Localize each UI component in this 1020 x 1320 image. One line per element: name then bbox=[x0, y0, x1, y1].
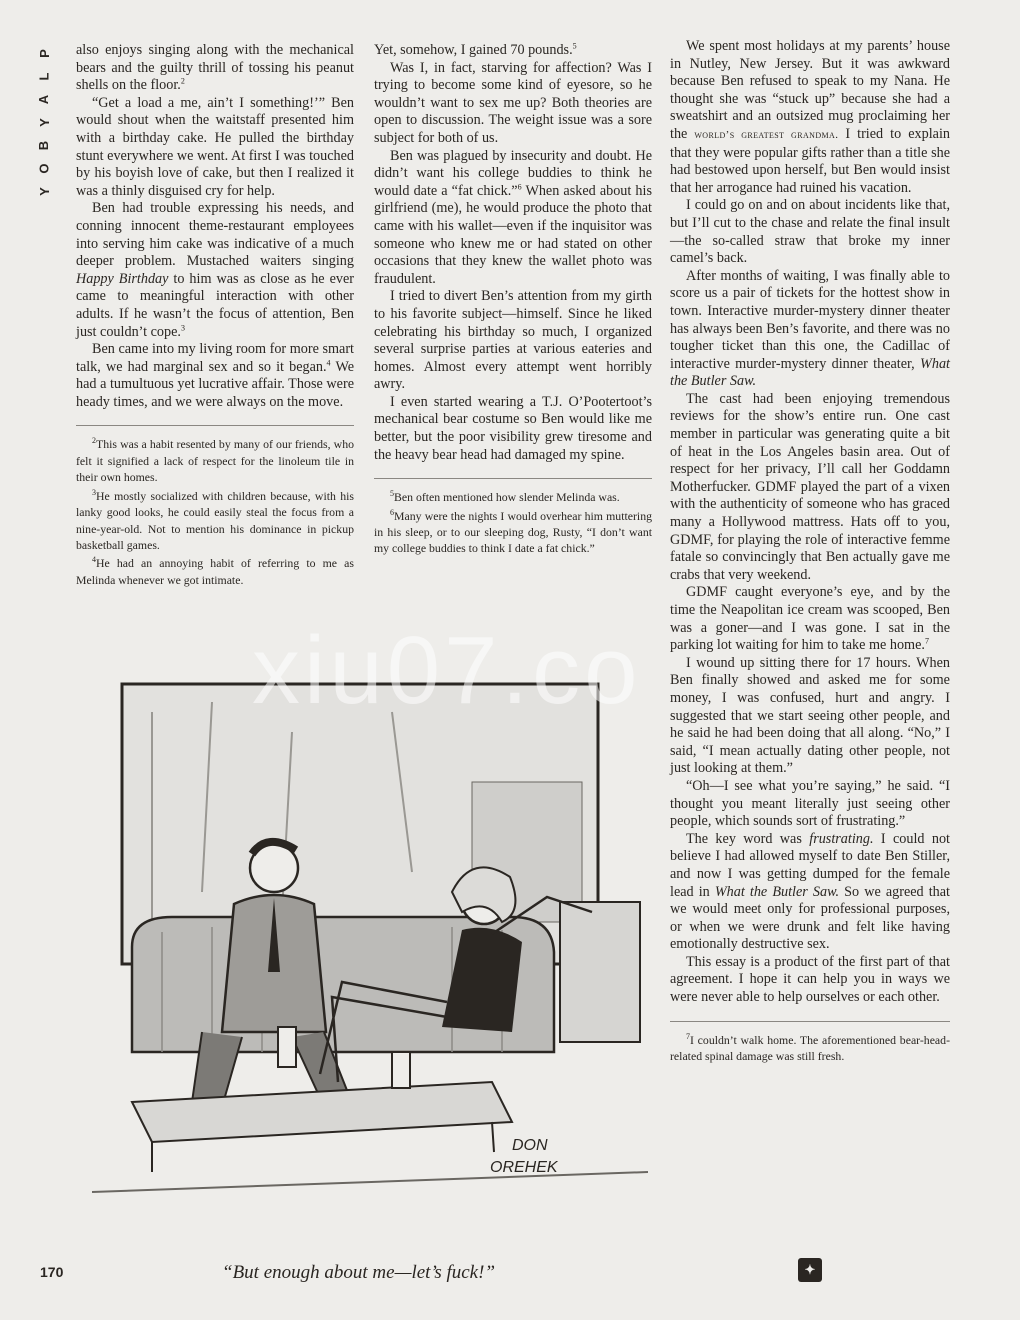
sidebar-letter: B bbox=[36, 140, 52, 151]
paragraph: Ben had trouble expressing his needs, and conning innocent theme-restaurant employees into serving him cake was indicative of a much deeper problem. Mustached waiters singing Happy Birthday to him was as close as he ever came to meaningful interaction with other adults. If he wasn’t the focus of attention, Ben just couldn’t cope.$^3$ bbox=[76, 200, 354, 340]
coffee-table bbox=[132, 1082, 512, 1142]
footnotes bbox=[374, 489, 652, 557]
floor-line bbox=[92, 1172, 648, 1192]
paragraph: After months of waiting, I was finally able to score us a pair of tickets for the hottest show in town. Interactive murder-mystery dinner theater has always been Ben’s favorite, and there was no tougher ticket than this one, the Cadillac of interactive murder-mystery dinner theater, What the Butler Saw. bbox=[670, 267, 950, 390]
paragraph: GDMF caught everyone’s eye, and by the time the Neapolitan ice cream was scooped, Ben was a goner—and I was gone. I sat in the parking lot waiting for him to take me home.$^7$ bbox=[670, 584, 950, 654]
bunny-logo-icon: ✦ bbox=[798, 1258, 822, 1282]
footnote: $^6$Many were the nights I would overhear him muttering in his sleep, or to our sleeping dog, Rusty, “I don’t want my college buddies to think I date a fat chick.” bbox=[374, 507, 652, 556]
footnote: $^7$I couldn’t walk home. The aforementioned bear-head-related spinal damage was still fresh. bbox=[670, 1031, 950, 1064]
glass-drink bbox=[278, 1027, 296, 1067]
cartoon-caption: “But enough about me—let’s fuck!” bbox=[222, 1262, 496, 1283]
paragraph: Ben came into my living room for more smart talk, we had marginal sex and so it began.$^4$ We had a tumultuous yet lucrative affair. Those were heady times, and we were always on the move. bbox=[76, 341, 354, 410]
footnotes bbox=[670, 1032, 950, 1065]
glass-drink bbox=[392, 1052, 410, 1088]
sidebar-letter: L bbox=[36, 72, 52, 81]
paragraph: The key word was frustrating. I could not believe I had allowed myself to date Ben Stiller, and now I was getting dumped for the female lead in What the Butler Saw. So we agreed that we would meet only for professional purposes, or when we were drunk and felt like having emotionally destructive sex. bbox=[670, 830, 951, 953]
watermark-text: xiu07.co bbox=[252, 617, 642, 724]
paragraph: The cast had been enjoying tremendous reviews for the show’s entire run. One cast member in particular was generating quite a bit of heat in the Los Angeles basin area. Out of respect for her privacy, I’ll call her Goddamn Motherfucker. GDMF played the part of a vixen with the authenticity of someone who has graced many a Hollywood mattress. Hats off to you, GDMF, for playing the role of interactive femme fatale so convincingly that Ben actually gave me crabs that very weekend. bbox=[670, 390, 950, 583]
artist-signature-line1: DON bbox=[512, 1137, 548, 1154]
sidebar-letter: O bbox=[36, 163, 52, 174]
paragraph: Was I, in fact, starving for affection? Was I trying to become some kind of eyesore, so he wouldn’t want to sex me up? Both theories are open to discussion. The weight issue was a sore subject for both of us. bbox=[374, 59, 652, 146]
artist-signature-line2: OREHEK bbox=[490, 1159, 558, 1176]
sidebar-letter: Y bbox=[36, 118, 52, 127]
cartoon-illustration bbox=[92, 672, 648, 1230]
footnote-divider bbox=[76, 425, 354, 426]
footnote: $^5$Ben often mentioned how slender Melinda was. bbox=[390, 489, 620, 505]
text-column-1 bbox=[76, 42, 354, 590]
paragraph: Ben was plagued by insecurity and doubt. He didn’t want his college buddies to think he would date a “fat chick.”$^6$ When asked about his girlfriend (me), he would produce the photo that came with his wallet—even if the inquisitor was someone who knew me or had stated on other occasions that they knew the wallet photo was fraudulent. bbox=[374, 147, 652, 287]
footnote: $^4$He had an annoying habit of referring to me as Melinda whenever we got intimate. bbox=[76, 555, 354, 587]
paragraph: Yet, somehow, I gained 70 pounds.$^5$ bbox=[374, 41, 577, 58]
paragraph: We spent most holidays at my parents’ house in Nutley, New Jersey. But it was awkward because Ben refused to speak to my Nana. He thought she was “stuck up” because she had a sweatshirt and an outsized mug proclaiming her the world’s greatest grandma. I tried to explain that they were popular gifts rather than a title she had bestowed upon herself, but Ben would insist that her arrogance had ruined his vacation. bbox=[670, 38, 950, 196]
footnote-divider bbox=[374, 478, 652, 479]
text-column-3 bbox=[670, 38, 950, 1066]
footnote: $^2$This was a habit resented by many of our friends, who felt it signified a lack of respect for the linoleum tile in their own homes. bbox=[76, 436, 354, 485]
paragraph: I wound up sitting there for 17 hours. When Ben finally showed and asked me for some money, I was confused, hurt and angry. I suggested that we start seeing other people, and he said he had been doing that all along. “No,” I said, “I mean actually dating other people, not just looking at them.” bbox=[670, 654, 950, 777]
page-number: 170 bbox=[40, 1264, 64, 1280]
footnote-divider bbox=[670, 1021, 950, 1022]
paragraph: This essay is a product of the first part of that agreement. I hope it can help you in ways we were never able to help ourselves or each other. bbox=[670, 953, 950, 1006]
sidebar-letter: A bbox=[36, 94, 52, 105]
magazine-sidebar-logo bbox=[34, 44, 54, 205]
paragraph: also enjoys singing along with the mechanical bears and the guilty thrill of tossing his peanut shells on the floor.$^2$ bbox=[76, 42, 354, 94]
sidebar-letter: P bbox=[36, 49, 52, 58]
paragraph: I even started wearing a T.J. O’Pootertoot’s mechanical bear costume so Ben would like me better, but the poor visibility grew tiresome and the heavy bear head had damaged my spine. bbox=[374, 393, 652, 463]
paragraph: I tried to divert Ben’s attention from my girth to his favorite subject—himself. Since he liked celebrating his birthday so much, I organized several surprise parties at various eateries and homes. Almost every attempt went horribly awry. bbox=[374, 288, 652, 393]
footnote: $^3$He mostly socialized with children because, with his lanky good looks, he could easily steal the focus from a nine-year-old. Not to mention his dominance in pickup basketball games. bbox=[76, 487, 354, 552]
paragraph: “Get a load a me, ain’t I something!’” Ben would shout when the waitstaff presented him with a birthday cake. He pulled the birthday stunt everywhere we went. At first I was touched by his boyish love of cake, but then I realized it was a thinly disguised cry for help. bbox=[76, 94, 354, 199]
side-table bbox=[560, 902, 640, 1042]
paragraph: I could go on and on about incidents like that, but I’ll cut to the chase and relate the final insult—the so-called straw that broke my inner camel’s back. bbox=[670, 197, 950, 267]
footnotes bbox=[76, 436, 354, 588]
sidebar-letter: Y bbox=[36, 187, 52, 196]
text-column-2 bbox=[374, 42, 652, 559]
paragraph: “Oh—I see what you’re saying,” he said. “I thought you meant literally just seeing other people, which sounds sort of frustrating.” bbox=[670, 777, 950, 830]
